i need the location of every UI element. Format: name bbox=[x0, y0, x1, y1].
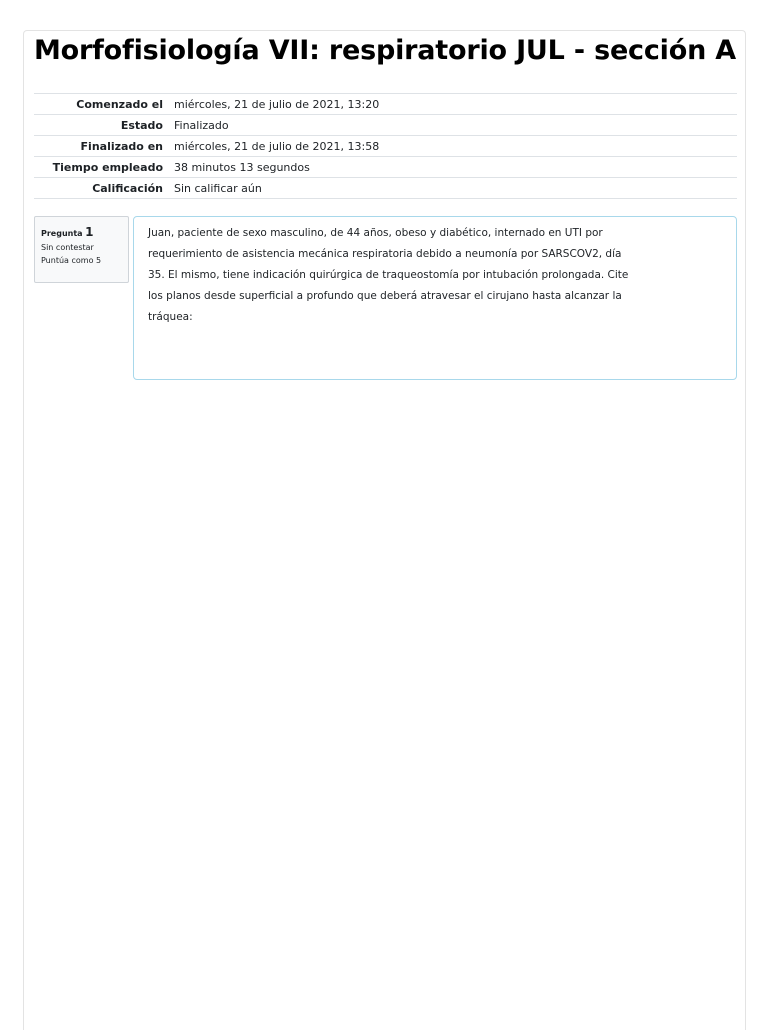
summary-row-grade bbox=[34, 178, 737, 199]
summary-label: Estado bbox=[34, 115, 173, 136]
summary-value: 38 minutos 13 segundos bbox=[173, 157, 737, 178]
question-points: Puntúa como 5 bbox=[41, 255, 102, 265]
attempt-summary-table bbox=[34, 93, 737, 199]
question-content-box bbox=[133, 216, 737, 380]
question-text: Juan, paciente de sexo masculino, de 44 años, obeso y diabético, internado en UTI por requerimiento de asistencia mecánica respiratoria debido a neumonía por SARSCOV2, día 35. El mismo, tiene indicación quirúrgica de traqueostomía por intubación prolongada. Cite los planos desde superficial a profundo que deberá atravesar el cirujano hasta alcanzar la tráquea: bbox=[148, 227, 629, 323]
question-status: Sin contestar bbox=[41, 243, 94, 253]
question-number bbox=[41, 223, 122, 242]
summary-value: miércoles, 21 de julio de 2021, 13:58 bbox=[173, 136, 737, 157]
summary-row-state bbox=[34, 115, 737, 136]
question-number-value: 1 bbox=[85, 225, 94, 239]
question-info-box bbox=[34, 216, 129, 283]
summary-label: Comenzado el bbox=[34, 94, 173, 115]
summary-value: miércoles, 21 de julio de 2021, 13:20 bbox=[173, 94, 737, 115]
summary-label: Calificación bbox=[34, 178, 173, 199]
summary-row-time-taken bbox=[34, 157, 737, 178]
summary-label: Tiempo empleado bbox=[34, 157, 173, 178]
summary-value: Finalizado bbox=[173, 115, 737, 136]
page-title: Morfofisiología VII: respiratorio JUL - sección A bbox=[34, 35, 736, 66]
page-sheet bbox=[23, 30, 746, 1030]
question-label: Pregunta bbox=[41, 229, 83, 238]
summary-row-finished bbox=[34, 136, 737, 157]
summary-label: Finalizado en bbox=[34, 136, 173, 157]
summary-row-started bbox=[34, 94, 737, 115]
summary-value: Sin calificar aún bbox=[173, 178, 737, 199]
